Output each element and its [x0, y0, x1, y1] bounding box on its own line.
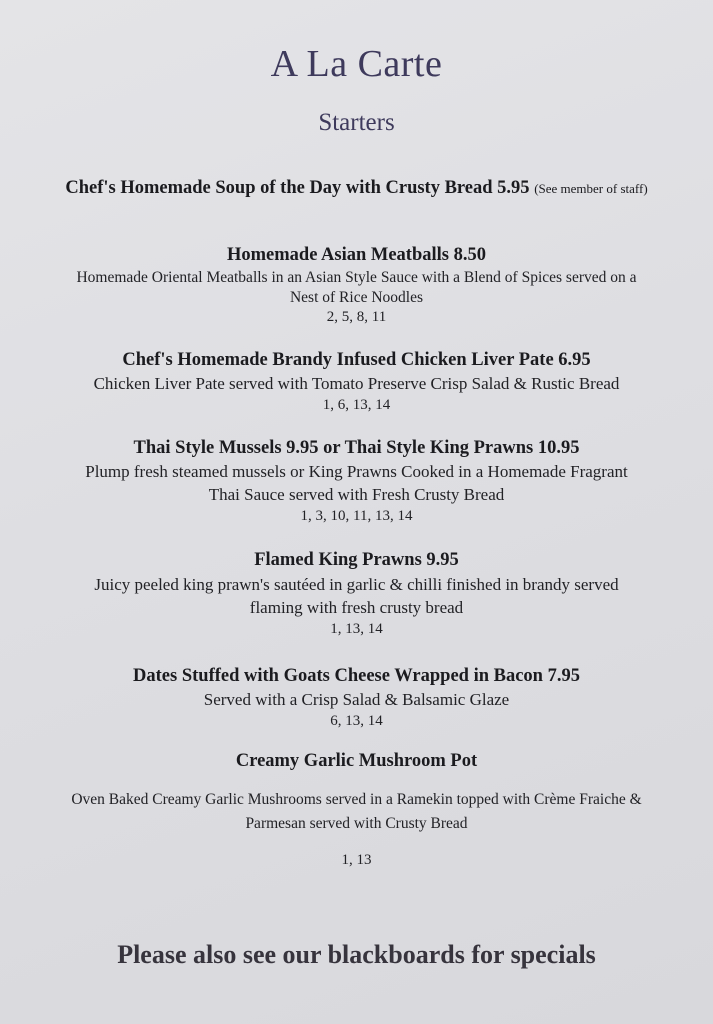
menu-item-name: Thai Style Mussels 9.95 or Thai Style King Prawns 10.95: [133, 438, 580, 458]
menu-item-description: Served with a Crisp Salad & Balsamic Glaze: [203, 690, 510, 709]
menu-item-allergens: 1, 6, 13, 14: [322, 397, 391, 413]
menu-item-name: Dates Stuffed with Goats Cheese Wrapped in Bacon 7.95: [133, 666, 580, 686]
menu-item-name: Flamed King Prawns 9.95: [254, 550, 459, 570]
footer-specials-note: Please also see our blackboards for specials: [117, 940, 596, 969]
menu-item-description: Thai Sauce served with Fresh Crusty Bread: [208, 485, 505, 504]
menu-item-name: Chef's Homemade Soup of the Day with Crusty Bread 5.95: [65, 178, 530, 198]
menu-item-description: Nest of Rice Noodles: [289, 289, 423, 306]
menu-item-description: flaming with fresh crusty bread: [249, 598, 464, 617]
menu-item-description: Chicken Liver Pate served with Tomato Preserve Crisp Salad & Rustic Bread: [93, 374, 620, 393]
menu-item-description: Oven Baked Creamy Garlic Mushrooms served in a Ramekin topped with Crème Fraiche &: [71, 791, 642, 808]
menu-item-name: Homemade Asian Meatballs 8.50: [227, 245, 486, 265]
menu-item-allergens: 6, 13, 14: [330, 713, 383, 729]
menu-item-description: Juicy peeled king prawn's sautéed in garlic & chilli finished in brandy served: [94, 575, 619, 594]
menu-item-name: Creamy Garlic Mushroom Pot: [235, 751, 478, 771]
menu-item-description: Parmesan served with Crusty Bread: [245, 815, 468, 832]
menu-item-description: Homemade Oriental Meatballs in an Asian Style Sauce with a Blend of Spices served on a: [76, 269, 637, 286]
section-heading-starters: Starters: [318, 109, 395, 136]
menu-title: A La Carte: [270, 43, 443, 85]
menu-item-allergens: 1, 13: [341, 852, 372, 868]
menu-item-allergens: 1, 13, 14: [330, 621, 383, 637]
menu-item-allergens: 2, 5, 8, 11: [326, 309, 387, 325]
menu-item-allergens: 1, 3, 10, 11, 13, 14: [300, 508, 413, 524]
menu-item-note: (See member of staff): [534, 181, 648, 196]
menu-item-description: Plump fresh steamed mussels or King Prawns Cooked in a Homemade Fragrant: [85, 462, 628, 481]
menu-item-soup: [0, 178, 713, 199]
menu-item-name: Chef's Homemade Brandy Infused Chicken Liver Pate 6.95: [122, 350, 591, 370]
